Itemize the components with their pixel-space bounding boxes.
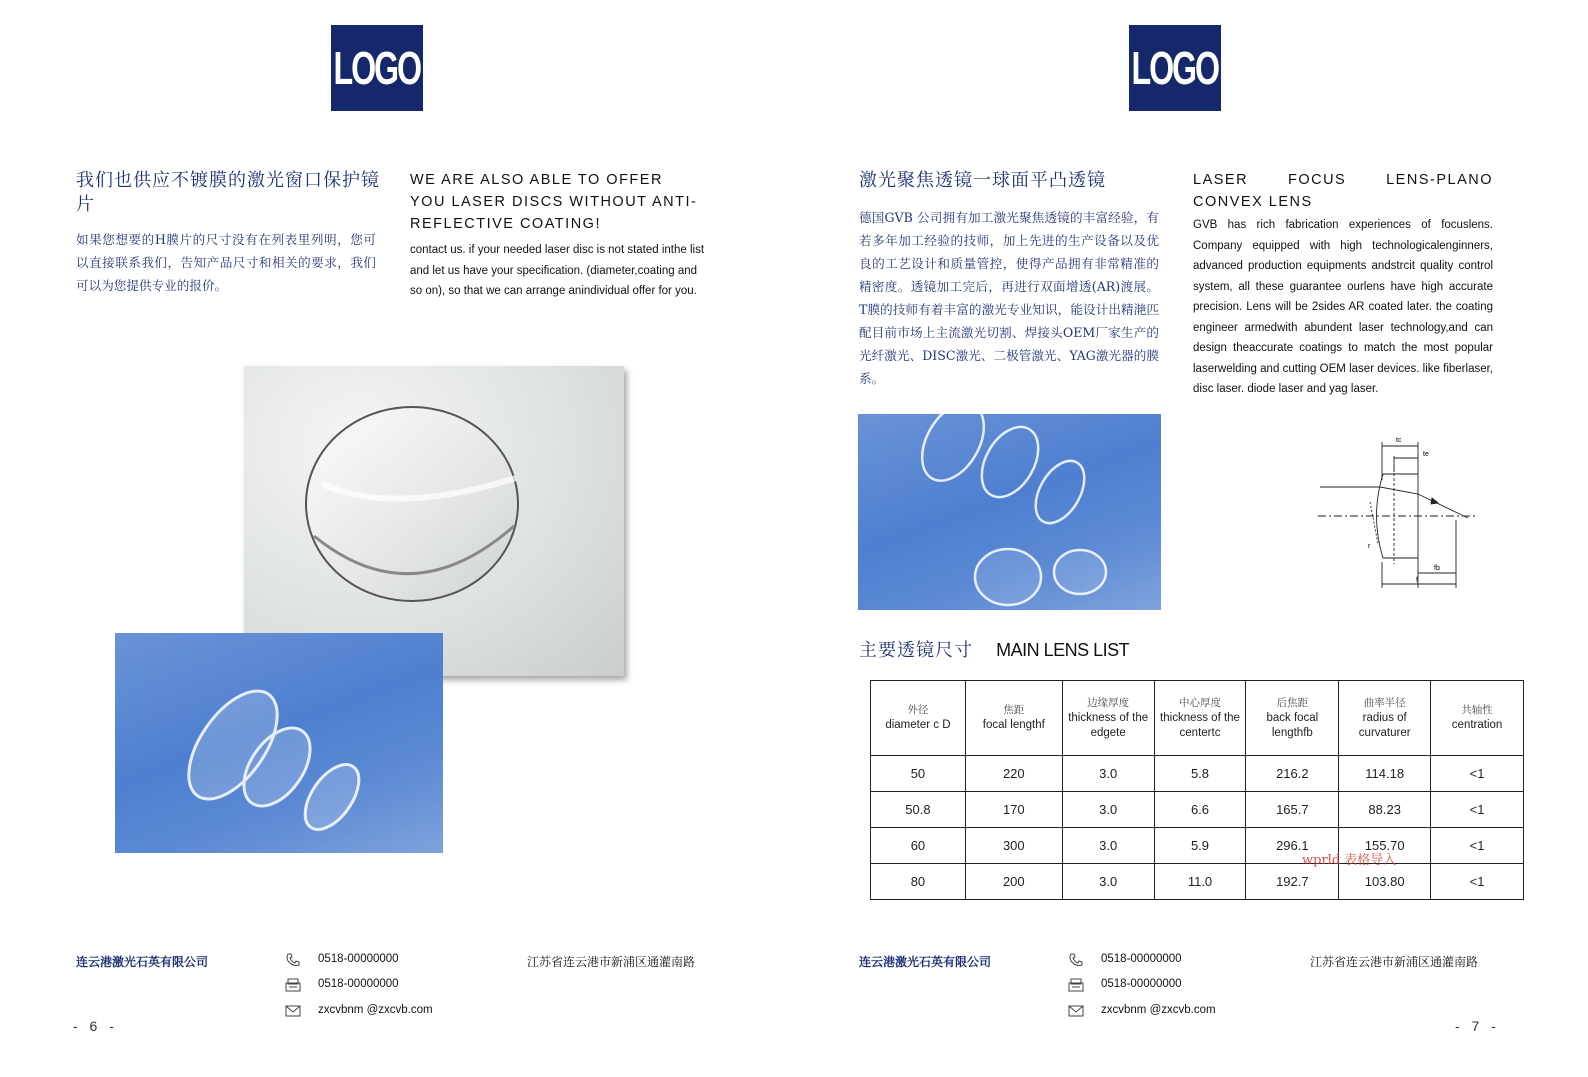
header-zh: 焦距	[1003, 704, 1025, 716]
table-title	[859, 636, 1129, 662]
table-cell: <1	[1431, 792, 1524, 828]
table-row	[871, 756, 1524, 792]
header-en: diameter c D	[885, 719, 951, 731]
footer-fax-left: 0518-00000000	[318, 978, 399, 990]
footer-address-right: 江苏省连云港市新浦区通灌南路	[1310, 955, 1479, 969]
table-cell: <1	[1431, 756, 1524, 792]
header-en: back focal lengthfb	[1266, 711, 1319, 739]
right-en-title: LASER FOCUS LENS-PLANO CONVEX LENS	[1193, 172, 1493, 210]
main-lens-table	[870, 680, 1524, 900]
diagram-label-fb: fb	[1434, 565, 1440, 572]
table-cell: 5.9	[1154, 828, 1246, 864]
photo-lenses-right	[858, 414, 1161, 610]
lenses-illustration	[115, 633, 443, 853]
footer-address-left: 江苏省连云港市新浦区通灌南路	[527, 955, 696, 969]
right-zh-title: 激光聚焦透镜一球面平凸透镜	[859, 170, 1106, 191]
table-cell: <1	[1431, 864, 1524, 900]
table-cell: 220	[965, 756, 1062, 792]
table-cell: 3.0	[1062, 864, 1154, 900]
lenses-illustration	[858, 414, 1161, 610]
table-cell: 170	[965, 792, 1062, 828]
header-cell	[1246, 681, 1339, 756]
table-cell: 60	[871, 828, 966, 864]
table-title-zh: 主要透镜尺寸	[859, 640, 973, 661]
mail-icon	[285, 1004, 301, 1018]
table-row	[871, 828, 1524, 864]
table-cell: 216.2	[1246, 756, 1339, 792]
right-zh-body: 德国GVB 公司拥有加工激光聚焦透镜的丰富经验，有若多年加工经验的技师，加上先进的生产设备以及优良的工艺设计和质量管控，使得产品拥有非常精准的精密度。透镜加工完后，再进行双面增透(AR)渡展。T膜的技师有着丰富的激光专业知识，能设计出精滟匹配目前市场上主流激光切割、焊接头OEM厂家生产的光纤激光、DISC激光、二极管激光、YAG激光器的膜系。	[859, 210, 1159, 386]
page-number-left: - 6 -	[73, 1018, 118, 1034]
footer-fax-right: 0518-00000000	[1101, 978, 1182, 990]
footer-phone-left: 0518-00000000	[318, 953, 399, 965]
table-cell: 50	[871, 756, 966, 792]
logo-left	[331, 25, 423, 111]
lens-diagram	[1318, 432, 1478, 592]
table-cell: 3.0	[1062, 828, 1154, 864]
header-zh: 后焦距	[1276, 696, 1309, 709]
table-cell: 296.1	[1246, 828, 1339, 864]
table-watermark: wprld 表格导入	[1302, 853, 1397, 868]
table-cell: 11.0	[1154, 864, 1246, 900]
table-cell: 80	[871, 864, 966, 900]
table-cell: 300	[965, 828, 1062, 864]
table-row	[871, 864, 1524, 900]
header-cell	[871, 681, 966, 756]
header-zh: 中心厚度	[1179, 696, 1221, 709]
header-cell	[1431, 681, 1524, 756]
header-cell	[1154, 681, 1246, 756]
table-cell: 165.7	[1246, 792, 1339, 828]
header-en: radius of curvaturer	[1358, 711, 1411, 739]
diagram-label-r: r	[1368, 543, 1371, 550]
logo-right	[1129, 25, 1221, 111]
fax-icon	[285, 978, 301, 992]
table-cell: 103.80	[1339, 864, 1431, 900]
diagram-label-tc: tc	[1396, 437, 1402, 444]
header-zh: 共轴性	[1461, 704, 1493, 716]
left-en-title: WE ARE ALSO ABLE TO OFFER YOU LASER DISCS WITHOUT ANTI-REFLECTIVE COATING!	[410, 172, 698, 232]
logo-text: LOGO	[333, 42, 421, 94]
left-zh-body: 如果您想要的H膜片的尺寸没有在列表里列明，您可以直接联系我们，告知产品尺寸和相关的要求，我们可以为您提供专业的报价。	[76, 232, 376, 293]
table-cell: 50.8	[871, 792, 966, 828]
table-cell: 192.7	[1246, 864, 1339, 900]
table-cell: 155.70	[1339, 828, 1431, 864]
diagram-label-f: f	[1416, 577, 1418, 584]
right-en-body: GVB has rich fabrication experiences of focuslens. Company equipped with high technologicalenginners, advanced production equipments andstrcit quality control system, all these guarantee ourlens have high accurate precision. Lens will be 2sides AR coated later. the coating engineer armedwith abundent laser technology,and can design theaccurate coatings to match the most popular laserwelding and cutting OEM laser devices. like fiberlaser, disc laser. diode laser and yag laser.	[1193, 219, 1493, 395]
table-cell: 5.8	[1154, 756, 1246, 792]
header-en: thickness of the edgete	[1068, 711, 1149, 739]
logo-text: LOGO	[1131, 42, 1219, 94]
footer-company-left: 连云港激光石英有限公司	[76, 955, 209, 969]
left-en-body: contact us. if your needed laser disc is not stated inthe list and let us have your specification. (diameter,coating and so on), so that we can arrange anindividual offer for you.	[410, 244, 705, 297]
header-zh: 曲率半径	[1363, 696, 1406, 709]
header-zh: 外径	[907, 704, 929, 716]
header-zh: 边缘厚度	[1087, 696, 1130, 709]
table-header-row	[871, 681, 1524, 756]
table-cell: <1	[1431, 828, 1524, 864]
table-cell: 3.0	[1062, 756, 1154, 792]
table-cell: 114.18	[1339, 756, 1431, 792]
table-cell: 6.6	[1154, 792, 1246, 828]
photo-uncoated-disc	[244, 366, 624, 676]
header-cell	[1339, 681, 1431, 756]
footer-email-left: zxcvbnm @zxcvb.com	[318, 1004, 433, 1016]
mail-icon	[1068, 1004, 1084, 1018]
page-number-right: - 7 -	[1455, 1018, 1500, 1034]
header-cell	[1062, 681, 1154, 756]
header-en: centration	[1451, 719, 1503, 731]
header-en: focal lengthf	[982, 719, 1045, 731]
left-zh-title: 我们也供应不镀膜的激光窗口保护镜片	[76, 170, 380, 215]
disc-illustration	[244, 366, 624, 676]
footer-phone-right: 0518-00000000	[1101, 953, 1182, 965]
header-cell	[965, 681, 1062, 756]
table-row	[871, 792, 1524, 828]
photo-lenses-left	[115, 633, 443, 853]
fax-icon	[1068, 978, 1084, 992]
phone-icon	[1068, 953, 1084, 967]
header-en: thickness of the centertc	[1160, 711, 1240, 739]
footer-company-right: 连云港激光石英有限公司	[859, 955, 992, 969]
table-title-en: MAIN LENS LIST	[996, 640, 1130, 660]
table-cell: 3.0	[1062, 792, 1154, 828]
diagram-label-te: te	[1423, 451, 1429, 458]
table-cell: 88.23	[1339, 792, 1431, 828]
phone-icon	[285, 953, 301, 967]
footer-email-right: zxcvbnm @zxcvb.com	[1101, 1004, 1216, 1016]
table-cell: 200	[965, 864, 1062, 900]
